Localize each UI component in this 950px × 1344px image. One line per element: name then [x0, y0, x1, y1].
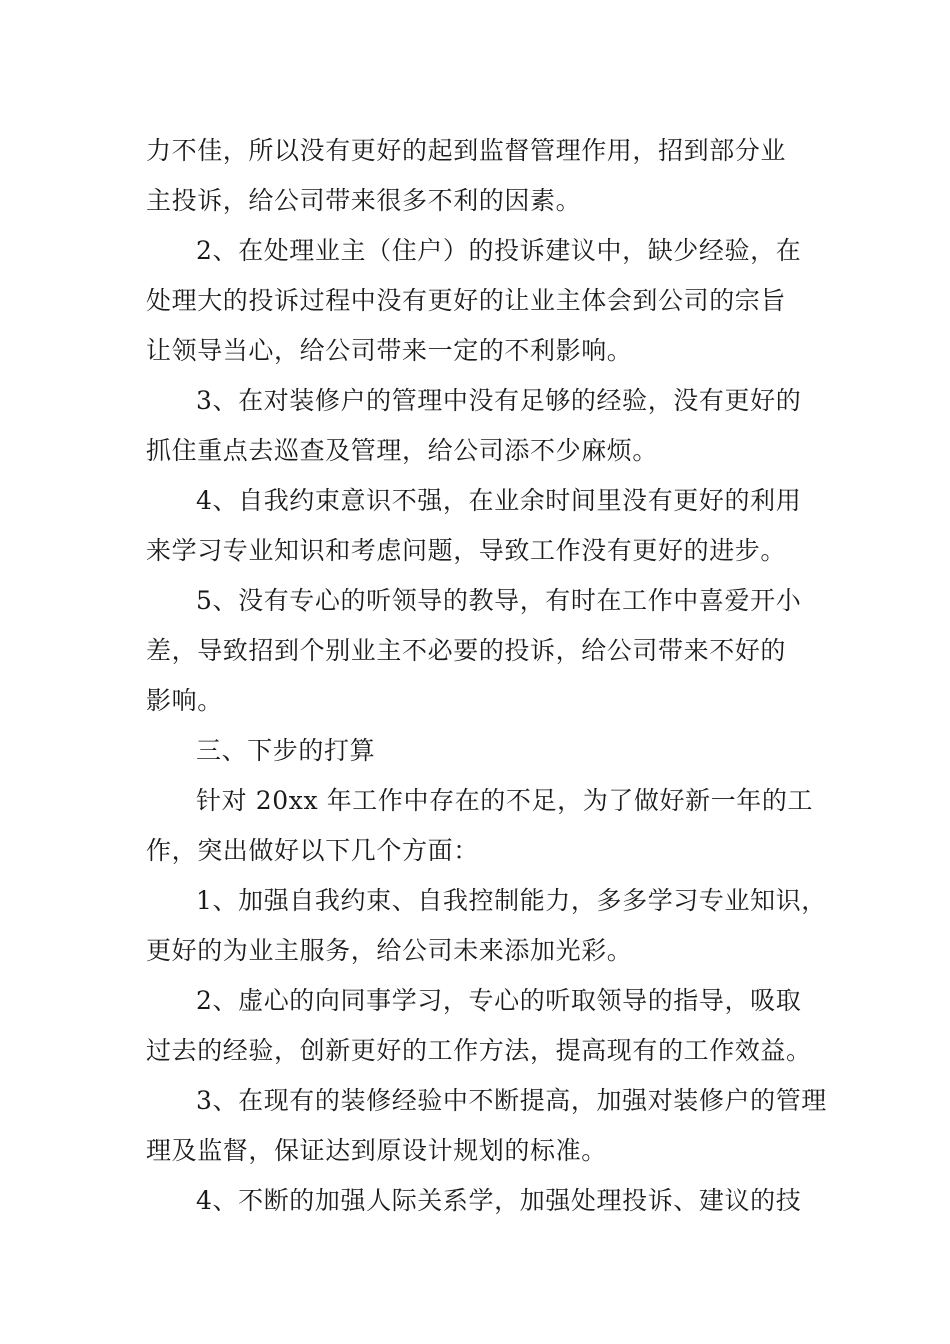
text-line: 影响。	[146, 686, 223, 715]
text-line: 4、自我约束意识不强，在业余时间里没有更好的利用	[196, 486, 802, 515]
section-heading: 三、下步的打算	[196, 736, 376, 765]
text-line: 3、在现有的装修经验中不断提高，加强对装修户的管理	[196, 1086, 827, 1115]
text-line: 来学习专业知识和考虑问题，导致工作没有更好的进步。	[146, 536, 787, 565]
text-line: 力不佳，所以没有更好的起到监督管理作用，招到部分业	[146, 136, 787, 165]
text-line: 作，突出做好以下几个方面：	[146, 836, 479, 865]
text-line: 4、不断的加强人际关系学，加强处理投诉、建议的技	[196, 1186, 802, 1215]
text-line: 1、加强自我约束、自我控制能力，多多学习专业知识，	[196, 886, 827, 915]
text-line: 让领导当心，给公司带来一定的不利影响。	[146, 336, 633, 365]
text-line: 2、虚心的向同事学习，专心的听取领导的指导，吸取	[196, 986, 802, 1015]
text-line: 3、在对装修户的管理中没有足够的经验，没有更好的	[196, 386, 802, 415]
text-line: 抓住重点去巡查及管理，给公司添不少麻烦。	[146, 436, 659, 465]
text-line: 5、没有专心的听领导的教导，有时在工作中喜爱开小	[196, 586, 802, 615]
text-line: 过去的经验，创新更好的工作方法，提高现有的工作效益。	[146, 1036, 812, 1065]
text-line: 2、在处理业主（住户）的投诉建议中，缺少经验，在	[196, 236, 802, 265]
text-line: 理及监督，保证达到原设计规划的标准。	[146, 1136, 607, 1165]
text-line: 主投诉，给公司带来很多不利的因素。	[146, 186, 582, 215]
text-line: 针对 20xx 年工作中存在的不足，为了做好新一年的工	[196, 786, 814, 815]
text-line: 差，导致招到个别业主不必要的投诉，给公司带来不好的	[146, 636, 787, 665]
text-line: 处理大的投诉过程中没有更好的让业主体会到公司的宗旨	[146, 286, 787, 315]
text-line: 更好的为业主服务，给公司未来添加光彩。	[146, 936, 633, 965]
